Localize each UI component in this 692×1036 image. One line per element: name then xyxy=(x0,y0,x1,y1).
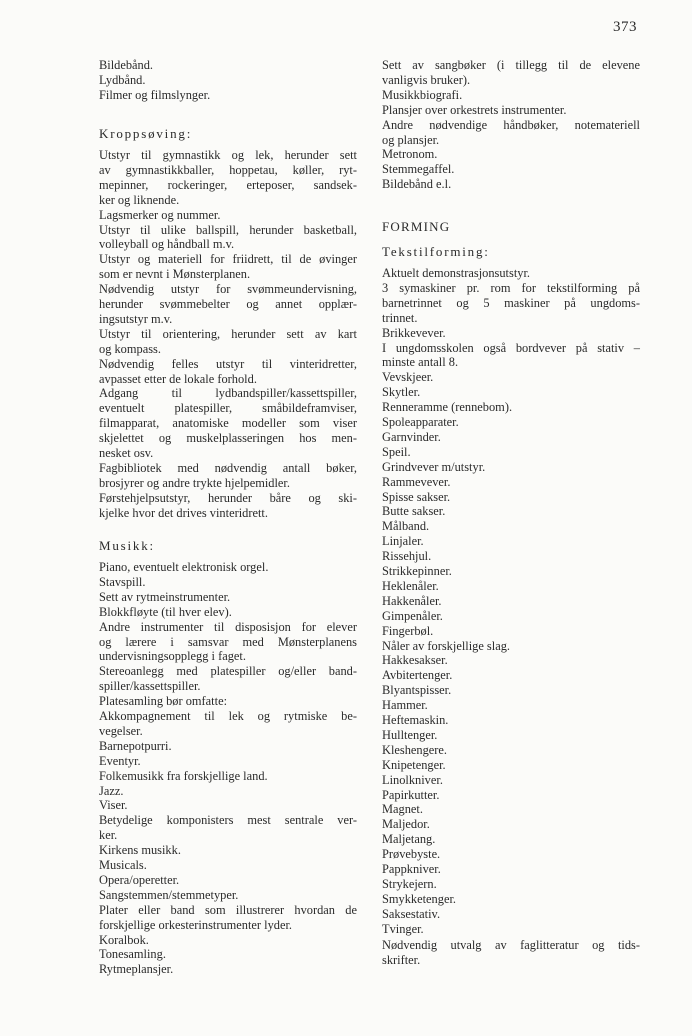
text-line: Utstyr til gymnastikk og lek, herunder sett xyxy=(99,148,357,162)
text-line: Stemmegaffel. xyxy=(382,162,455,177)
text-line: kjelke hvor det drives vinteridrett. xyxy=(99,505,268,520)
text-line: vegelser. xyxy=(99,723,143,738)
text-line: Stereoanlegg med platespiller og/eller band- xyxy=(99,664,357,679)
page-number: 373 xyxy=(613,19,637,35)
text-line: skrifter. xyxy=(382,952,421,967)
text-line: Heftemaskin. xyxy=(382,713,449,727)
text-line: Eventyr. xyxy=(99,753,141,768)
text-line: minste antall 8. xyxy=(382,355,459,370)
text-line: avpasset etter de lokale forhold. xyxy=(99,371,257,386)
text-line: Hakkesakser. xyxy=(382,653,448,668)
text-line: Aktuelt demonstrasjonsutstyr. xyxy=(382,266,530,280)
text-line: Rissehjul. xyxy=(382,549,432,564)
text-line: barnetrinnet og 5 maskiner på ungdoms- xyxy=(382,295,640,310)
text-line: Utstyr til orientering, herunder sett av kart xyxy=(99,326,357,341)
text-line: Piano, eventuelt elektronisk orgel. xyxy=(99,560,269,574)
text-line: Nødvendig utstyr for svømmeundervisning, xyxy=(99,282,357,297)
text-line: Viser. xyxy=(99,798,128,813)
text-line: herunder svømmebelter og annet opplær- xyxy=(99,297,357,311)
text-line: Plater eller band som illustrerer hvordan de xyxy=(99,902,357,917)
text-line: filmapparat, anatomiske modeller som viser xyxy=(99,416,357,431)
text-line: Brikkevever. xyxy=(382,325,446,340)
text-line: Jazz. xyxy=(99,783,124,798)
text-line: eventuelt platespiller, småbildeframviser, xyxy=(99,401,357,416)
text-line: skjelettet og muskelplasseringen hos men- xyxy=(99,431,357,446)
text-line: av gymnastikkballer, hoppetau, køller, ryt- xyxy=(99,162,357,177)
text-line: Fagbibliotek med nødvendig antall bøker, xyxy=(99,460,357,475)
text-line: Fingerbøl. xyxy=(382,623,434,638)
text-line: Nåler av forskjellige slag. xyxy=(382,638,510,653)
text-line: Opera/operetter. xyxy=(99,872,180,887)
text-line: Papirkutter. xyxy=(382,787,440,802)
text-line: Spoleapparater. xyxy=(382,415,459,429)
text-line: Grindvever m/utstyr. xyxy=(382,459,486,474)
text-line: Smykketenger. xyxy=(382,891,456,906)
text-line: Hulltenger. xyxy=(382,727,438,742)
text-line: Førstehjelpsutstyr, herunder båre og ski- xyxy=(99,490,357,505)
text-line: og kompass. xyxy=(99,341,161,356)
text-line: Blokkfløyte (til hver elev). xyxy=(99,604,232,619)
text-line: Plansjer over orkestrets instrumenter. xyxy=(382,102,567,117)
text-line: Magnet. xyxy=(382,802,423,817)
text-line: Lagsmerker og nummer. xyxy=(99,207,221,222)
text-line: Sangstemmen/stemmetyper. xyxy=(99,887,239,902)
text-line: undervisningsopplegg i faget. xyxy=(99,649,246,664)
text-line: 3 symaskiner pr. rom for tekstilforming på xyxy=(382,280,640,295)
text-line: og plansjer. xyxy=(382,132,440,147)
text-line: Speil. xyxy=(382,444,411,459)
text-line: mepinner, rockeringer, erteposer, sandsek- xyxy=(99,177,357,192)
text-line: trinnet. xyxy=(382,310,418,325)
text-line: Pappkniver. xyxy=(382,862,441,876)
text-line: spiller/kassettspiller. xyxy=(99,679,201,694)
text-line: Avbitertenger. xyxy=(382,668,453,683)
text-line: Knipetenger. xyxy=(382,757,446,772)
text-line: Utstyr til ulike ballspill, herunder basketball, xyxy=(99,222,357,237)
text-line: Heklenåler. xyxy=(382,578,439,593)
text-line: Utstyr og materiell for friidrett, til de øvinger xyxy=(99,252,357,267)
text-line: Linolkniver. xyxy=(382,772,443,787)
text-line: Spisse sakser. xyxy=(382,489,451,504)
text-line: ker og liknende. xyxy=(99,192,180,207)
text-line: Målband. xyxy=(382,519,430,534)
text-line: Lydbånd. xyxy=(99,72,146,87)
text-line: Strikkepinner. xyxy=(382,564,452,578)
text-line: ingsutstyr m.v. xyxy=(99,311,173,326)
text-line: Koralbok. xyxy=(99,932,149,947)
musikk-heading: Musikk: xyxy=(99,538,155,553)
text-line: Saksestativ. xyxy=(382,906,441,921)
kroppsoving-heading: Kroppsøving: xyxy=(99,126,193,141)
text-line: nesket osv. xyxy=(99,446,154,460)
text-line: Nødvendig utvalg av faglitteratur og tids- xyxy=(382,938,640,952)
text-line: vanligvis bruker). xyxy=(382,72,471,87)
text-line: Gimpenåler. xyxy=(382,608,443,623)
text-line: forskjellige orkesterinstrumenter lyder. xyxy=(99,917,293,932)
text-line: Stavspill. xyxy=(99,574,146,589)
text-line: og lærere i samsvar med Mønsterplanens xyxy=(99,634,357,649)
text-line: Rytmeplansjer. xyxy=(99,962,174,977)
text-line: Maljedor. xyxy=(382,817,430,832)
text-line: Kirkens musikk. xyxy=(99,843,181,858)
text-line: Prøvebyste. xyxy=(382,847,441,862)
text-line: Sett av rytmeinstrumenter. xyxy=(99,589,231,604)
text-line: Kleshengere. xyxy=(382,742,448,757)
text-line: Rammevever. xyxy=(382,474,451,489)
text-line: Renneramme (rennebom). xyxy=(382,400,513,415)
text-line: Akkompagnement til lek og rytmiske be- xyxy=(99,709,357,723)
text-line: Vevskjeer. xyxy=(382,370,434,385)
text-line: Sett av sangbøker (i tillegg til de elevene xyxy=(382,58,640,72)
text-line: Linjaler. xyxy=(382,534,424,549)
text-line: Musikkbiografi. xyxy=(382,87,463,102)
text-line: Garnvinder. xyxy=(382,429,441,444)
text-line: Tvinger. xyxy=(382,921,424,936)
text-line: brosjyrer og andre trykte hjelpemidler. xyxy=(99,475,290,490)
text-line: som er nevnt i Mønsterplanen. xyxy=(99,267,251,282)
text-line: Blyantspisser. xyxy=(382,683,452,698)
text-line: Barnepotpurri. xyxy=(99,738,172,753)
text-line: Skytler. xyxy=(382,385,421,400)
tekstilforming-heading: Tekstilforming: xyxy=(382,244,490,259)
text-line: Bildebånd. xyxy=(99,58,154,72)
text-line: Andre nødvendige håndbøker, notemateriell xyxy=(382,117,640,132)
text-line: Folkemusikk fra forskjellige land. xyxy=(99,768,268,783)
text-line: Adgang til lydbandspiller/kassettspiller, xyxy=(99,386,357,401)
text-line: Filmer og filmslynger. xyxy=(99,87,211,102)
text-line: Strykejern. xyxy=(382,876,437,891)
text-line: Hammer. xyxy=(382,698,428,713)
text-line: I ungdomsskolen også bordvever på stativ – xyxy=(382,340,640,355)
text-line: Platesamling bør omfatte: xyxy=(99,694,228,709)
forming-heading: FORMING xyxy=(382,219,451,234)
text-line: Hakkenåler. xyxy=(382,593,442,608)
text-line: ker. xyxy=(99,828,118,843)
text-line: Betydelige komponisters mest sentrale ver- xyxy=(99,813,357,828)
text-line: Musicals. xyxy=(99,858,147,872)
text-line: Tonesamling. xyxy=(99,947,166,962)
text-line: Bildebånd e.l. xyxy=(382,177,452,192)
text-line: Andre instrumenter til disposisjon for elever xyxy=(99,619,357,634)
text-line: Metronom. xyxy=(382,147,438,162)
text-line: volleyball og håndball m.v. xyxy=(99,237,235,252)
text-line: Nødvendig felles utstyr til vinteridretter, xyxy=(99,356,357,371)
text-line: Maljetang. xyxy=(382,832,436,847)
text-line: Butte sakser. xyxy=(382,504,446,519)
